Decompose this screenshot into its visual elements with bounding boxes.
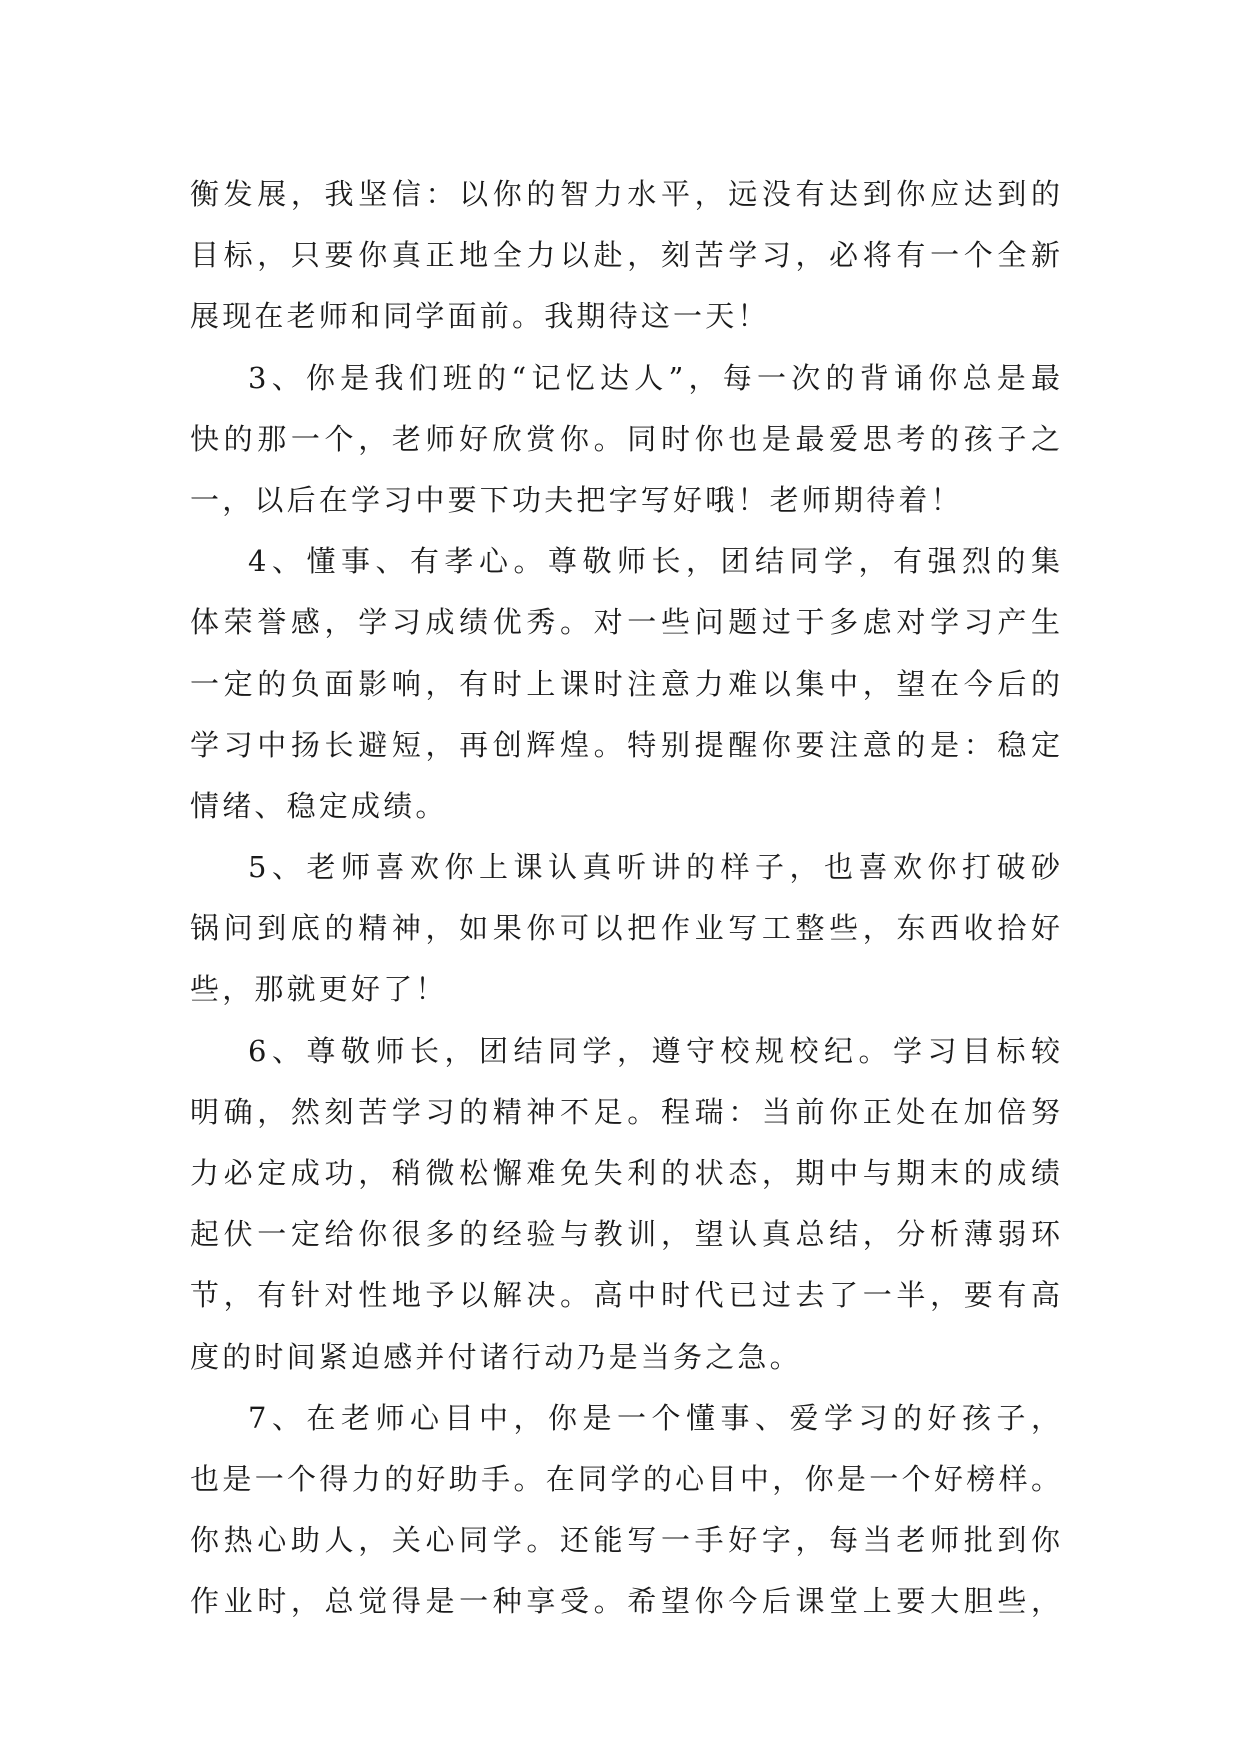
text-line: 作业时，总觉得是一种享受。希望你今后课堂上要大胆些， [190,1584,1060,1619]
text-line: 目标，只要你真正地全力以赴，刻苦学习，必将有一个全新 [190,238,1060,273]
paragraph-5 [190,837,1060,1021]
text-line: 4、懂事、有孝心。尊敬师长，团结同学，有强烈的集 [248,544,1060,579]
text-line: 情绪、稳定成绩。 [190,788,448,823]
paragraph-6 [190,1021,1060,1388]
text-line: 衡发展，我坚信：以你的智力水平，远没有达到你应达到的 [190,177,1060,211]
text-line: 明确，然刻苦学习的精神不足。程瑞：当前你正处在加倍努 [190,1094,1060,1129]
text-line: 6、尊敬师长，团结同学，遵守校规校纪。学习目标较 [248,1033,1060,1068]
text-line: 3、你是我们班的“记忆达人”，每一次的背诵你总是最 [248,360,1060,395]
document-body [190,164,1060,1633]
text-line: 你热心助人，关心同学。还能写一手好字，每当老师批到你 [190,1523,1060,1558]
text-line: 起伏一定给你很多的经验与教训，望认真总结，分析薄弱环 [190,1217,1060,1252]
text-line: 一定的负面影响，有时上课时注意力难以集中，望在今后的 [190,666,1060,701]
text-line: 度的时间紧迫感并付诸行动乃是当务之急。 [190,1339,802,1374]
text-line: 5、老师喜欢你上课认真听讲的样子，也喜欢你打破砂 [248,850,1060,885]
text-line: 7、在老师心目中，你是一个懂事、爱学习的好孩子， [248,1400,1060,1435]
text-line: 锅问到底的精神，如果你可以把作业写工整些，东西收拾好 [190,911,1060,946]
text-line: 学习中扬长避短，再创辉煌。特别提醒你要注意的是：稳定 [190,727,1060,762]
paragraph-4 [190,531,1060,837]
text-line: 力必定成功，稍微松懈难免失利的状态，期中与期末的成绩 [190,1156,1060,1190]
text-line: 展现在老师和同学面前。我期待这一天！ [190,299,770,334]
text-line: 体荣誉感，学习成绩优秀。对一些问题过于多虑对学习产生 [190,605,1060,640]
text-line: 节，有针对性地予以解决。高中时代已过去了一半，要有高 [190,1278,1060,1313]
text-line: 些，那就更好了！ [190,972,448,1007]
text-line: 一，以后在学习中要下功夫把字写好哦！老师期待着！ [190,482,963,517]
paragraph-3 [190,348,1060,532]
text-line: 也是一个得力的好助手。在同学的心目中，你是一个好榜样。 [190,1461,1060,1496]
text-line: 快的那一个，老师好欣赏你。同时你也是最爱思考的孩子之 [190,421,1060,456]
paragraph-7 [190,1388,1060,1633]
paragraph-continued [190,164,1060,348]
